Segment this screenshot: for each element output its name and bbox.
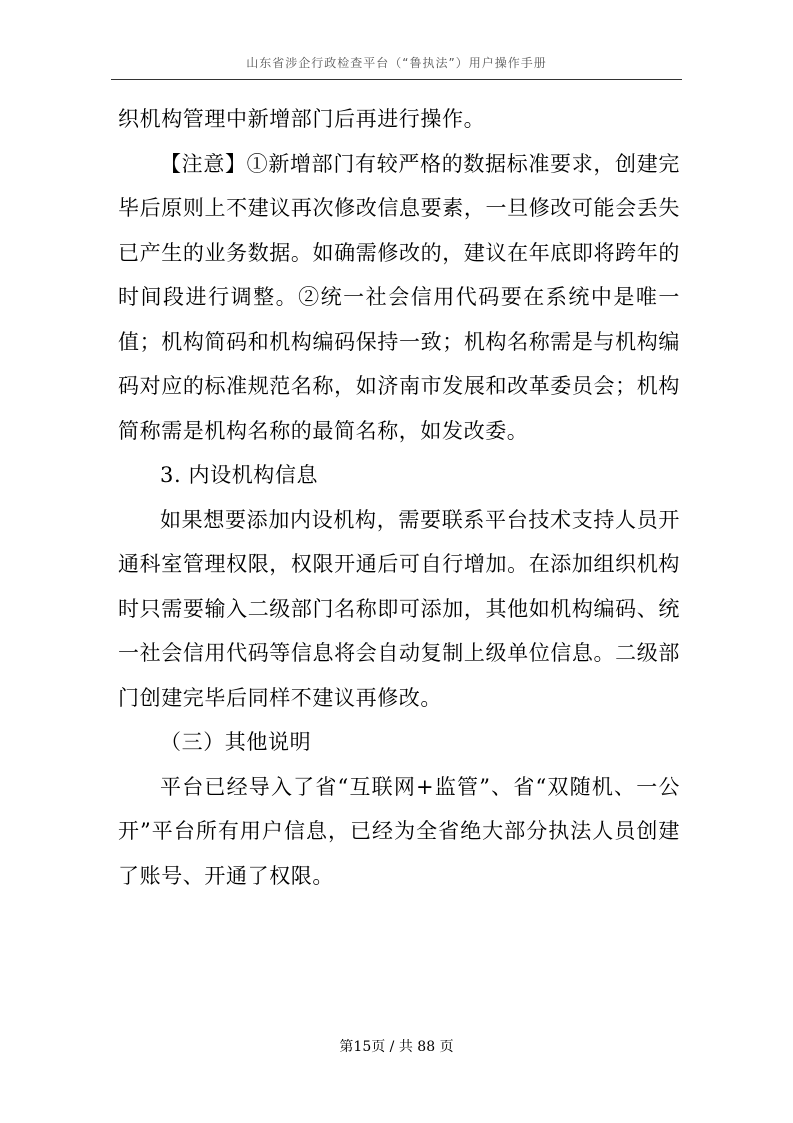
document-body xyxy=(118,97,680,898)
paragraph-continuation: 织机构管理中新增部门后再进行操作。 xyxy=(118,107,486,131)
section-heading-internal-org: 3. 内设机构信息 xyxy=(160,463,319,487)
page-number-footer: 第15页 / 共 88 页 xyxy=(339,1039,454,1055)
section-heading-other-notes: （三）其他说明 xyxy=(160,730,312,754)
paragraph-internal-org: 如果想要添加内设机构，需要联系平台技术支持人员开通科室管理权限，权限开通后可自行增加。在添加组织机构时只需要输入二级部门名称即可添加，其他如机构编码、统一社会信用代码等信息将会自动复制上级单位信息。二级部门创建完毕后同样不建议再修改。 xyxy=(118,507,680,710)
note-paragraph: 【注意】①新增部门有较严格的数据标准要求，创建完毕后原则上不建议再次修改信息要素，一旦修改可能会丢失已产生的业务数据。如确需修改的，建议在年底即将跨年的时间段进行调整。②统一社会信用代码要在系统中是唯一值；机构简码和机构编码保持一致；机构名称需是与机构编码对应的标准规范名称，如济南市发展和改革委员会；机构简称需是机构名称的最简名称，如发改委。 xyxy=(118,151,680,443)
page-header: 山东省涉企行政检查平台（“鲁执法”）用户操作手册 xyxy=(246,56,547,70)
paragraph-other-notes: 平台已经导入了省“互联网+监管”、省“双随机、一公开”平台所有用户信息，已经为全省绝大部分执法人员创建了账号、开通了权限。 xyxy=(118,774,680,888)
header-divider xyxy=(111,79,682,80)
